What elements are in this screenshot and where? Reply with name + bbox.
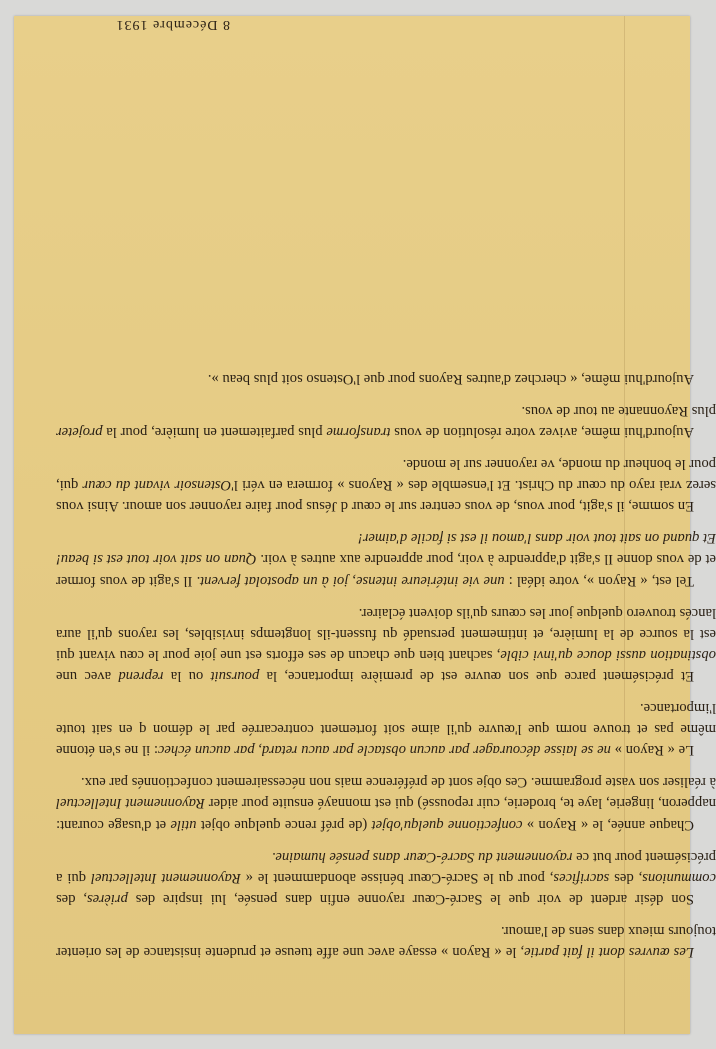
italic-run: utile — [170, 816, 197, 833]
text-run: ou la — [163, 667, 211, 684]
italic-run: Rayonnement Intellectuel — [56, 795, 205, 812]
paragraph-9 — [56, 368, 716, 389]
paragraph-7 — [56, 453, 716, 516]
text-run: avec une — [56, 667, 119, 684]
text-run: Tel est, « Rayon », votre idéal : — [504, 572, 694, 589]
paragraph-4 — [56, 697, 716, 760]
italic-run: Les œuvres dont il fait partie, — [520, 944, 694, 960]
upside-down-print — [14, 16, 716, 1034]
text-run: , pour qu le Sacré-Cœur bénisse abondamment le « — [240, 869, 554, 886]
text-run: plus parfaitement en lumière, pour la — [102, 424, 327, 441]
text-run: (de préf rence quelque objet — [196, 816, 372, 833]
text-run: , sachant bien que chacun de ses efforts est une joie pour le cœu vivant qui est la source de la lumière, et intimement persuadé qu fussent-ils longtemps invisibles, les rayons qu'il aura lancés trouvero quelque jour les cœurs qu'ils doivent éclairer. — [56, 604, 716, 663]
text-run: qui, pour le bonheur du monde, ve rayonner sur le monde. — [56, 456, 716, 494]
text-run: et d'usage courant: napperon, lingerie, laye te, broderie, cuir repoussé) qui est monnayé ensuite pour aider — [56, 795, 716, 833]
italic-run: communions — [642, 869, 716, 886]
text-run: Aujourd'hui même, avivez votre résolution de vous — [390, 424, 694, 441]
page-date-footer: 8 Décembre 1931 — [115, 17, 230, 32]
italic-run: obstination aussi douce qu'invi cible — [500, 646, 716, 663]
text-run: : il ne s'en étonne même pas et trouve norm que l'œuvre qu'il aime soit fortement contrecarrée par le démon q en sait toute l'importance. — [55, 700, 716, 759]
italic-run: sacrifices — [553, 869, 610, 886]
italic-run: Ostensoir vivant du cœur — [82, 477, 232, 494]
text-run: En somme, il s'agit, pour vous, de vous centrer sur le cœur d Jésus pour faire rayonner son amour. Ainsi vous serez vrai rayo du cœur du Christ. Et l'ensemble des « Rayons » formera en véri l' — [56, 477, 716, 515]
italic-run: poursuit — [210, 667, 260, 684]
italic-run: confectionne quelqu'objet — [371, 816, 523, 833]
document-body — [56, 368, 716, 962]
paper-sheet — [14, 16, 716, 1034]
text-run: Et précisément parce que son œuvre est de première importance, la — [259, 667, 694, 684]
italic-run: rayonnement du Sacré-Cœur dans pensée humaine. — [271, 848, 573, 865]
italic-run: prières — [87, 890, 128, 907]
paragraph-8 — [56, 400, 716, 442]
paragraph-1 — [56, 920, 716, 962]
text-run: Il s'agit de vous former et de vous donne Il s'agit d'apprendre à voir, pour apprendre aux autres à voir. — [56, 551, 716, 589]
italic-run: reprend — [118, 667, 164, 684]
italic-run: une vie intérieure intense, joi à un apostolat fervent. — [196, 572, 505, 589]
text-run: à réaliser son vaste programme. Ces obje sont de préférence mais non nécessairement confectionnés par eux. — [81, 774, 716, 791]
text-run: Le « Rayon » — [610, 742, 694, 759]
paragraph-5 — [56, 602, 716, 686]
italic-run: ne se laisse décourager par aucun obstacle par aucu retard, par aucun échec — [157, 742, 611, 759]
paragraph-2 — [56, 846, 716, 909]
paragraph-6 — [56, 527, 716, 590]
text-run: le « Rayon » essaye avec une affe tueuse et prudente insistance de les orienter toujours mieux dans sens de l'amour. — [56, 922, 716, 960]
text-run: Chaque année, le « Rayon » — [522, 816, 694, 833]
text-run: qui a précisément pour but ce — [56, 848, 716, 886]
italic-run: Quan on sait voir tout est si beau! Et quand on sait tout voir dans l'amou il est si facile d'aimer! — [56, 530, 716, 568]
italic-run: transforme — [326, 424, 391, 441]
text-run: plus Rayonnante au tour de vous. — [521, 402, 716, 419]
paragraph-3 — [56, 771, 716, 834]
text-run: Son désir ardent de voir que le Sacré-Cœur rayonne enfin dans pensée, lui inspire des — [127, 890, 694, 907]
italic-run: Rayonnement Intellectuel — [90, 869, 241, 886]
italic-run: projeter — [56, 424, 103, 441]
text-run: Aujourd'hui même, « cherchez d'autres Rayons pour que l'Ostenso soit plus beau ». — [207, 370, 694, 387]
text-run: , des — [56, 890, 88, 907]
text-run: , des — [609, 869, 643, 886]
